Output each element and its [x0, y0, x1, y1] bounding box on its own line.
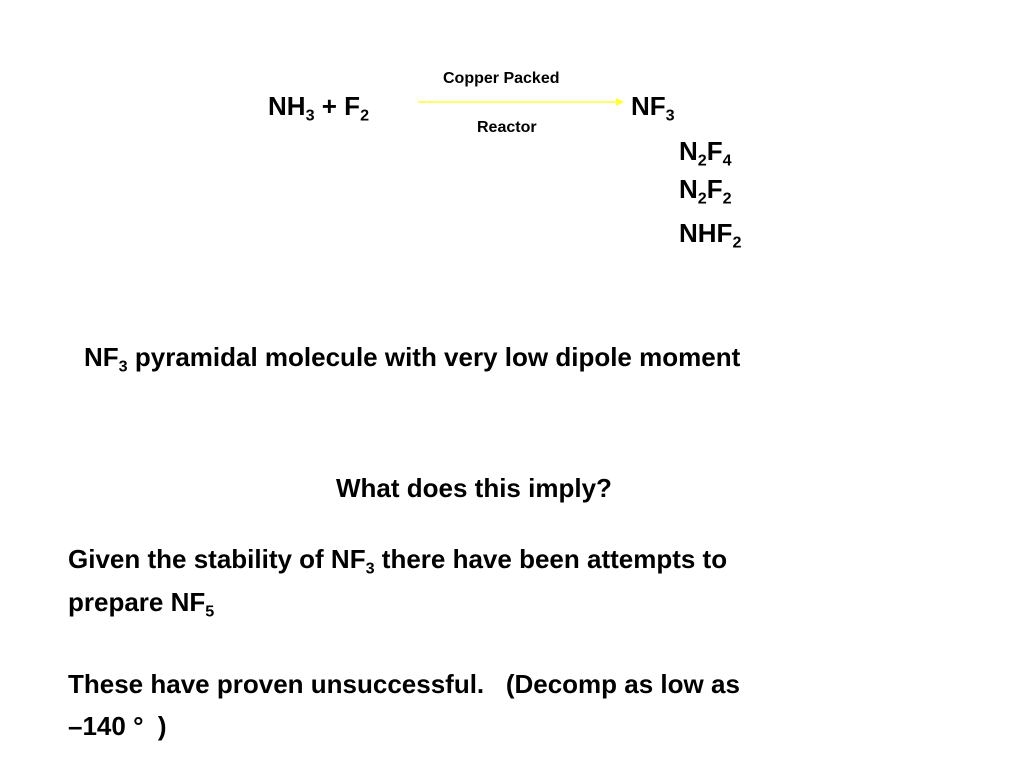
arrow-head	[616, 98, 624, 106]
product-n2f2: $N_2F_2$	[679, 174, 732, 208]
reaction-condition-bottom: Reactor	[477, 119, 537, 136]
paragraph-1-line-1: Given the stability of $NF_3$ there have been attempts to	[68, 544, 728, 578]
reactant-fluorine: $F_2$	[344, 91, 370, 125]
statement-line: $NF_3$ pyramidal molecule with very low dipole moment	[84, 342, 741, 376]
product-nhf2: $NHF_2$	[679, 218, 742, 252]
paragraph-1-line-2: prepare $NF_5$	[68, 587, 215, 621]
product-nf3: $NF_3$	[631, 91, 675, 125]
reactants	[268, 91, 370, 125]
reaction-condition-top: Copper Packed	[443, 70, 560, 87]
reactant-ammonia: $NH_3$	[268, 91, 315, 125]
reaction-arrow-icon	[418, 95, 624, 109]
paragraph-2-line-1: These have proven unsuccessful. (Decomp as low as	[68, 669, 740, 699]
product-n2f4: $N_2F_4$	[679, 136, 732, 170]
question-line: What does this imply?	[336, 473, 612, 503]
paragraph-2-line-2: –140 ° )	[68, 711, 167, 741]
plus-sign: +	[314, 91, 345, 121]
